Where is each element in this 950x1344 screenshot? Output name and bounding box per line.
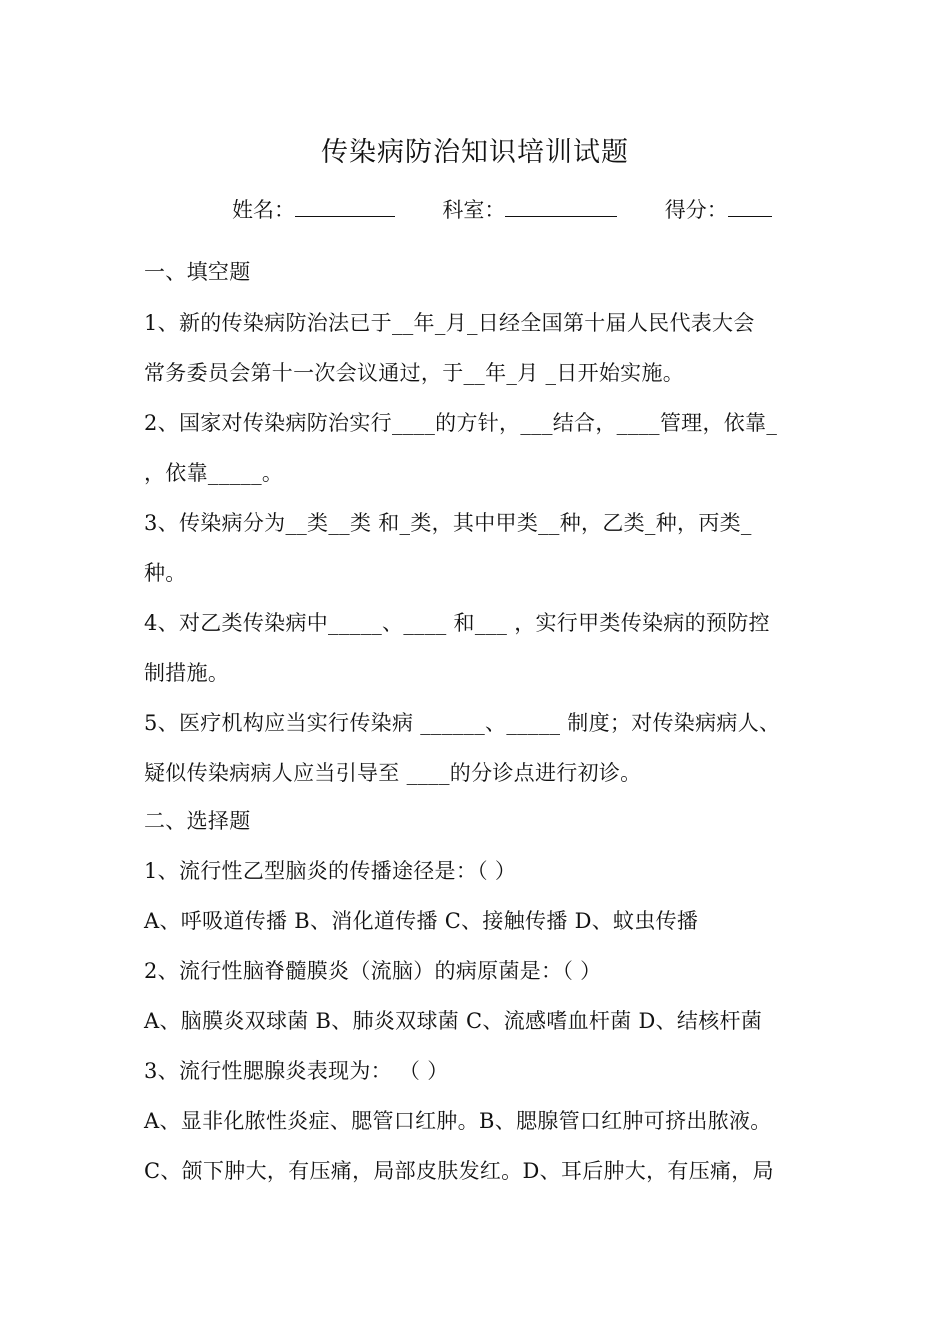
question-line: 1、新的传染病防治法已于__年_月_日经全国第十届人民代表大会	[144, 311, 755, 335]
page-title: 传染病防治知识培训试题	[321, 137, 629, 168]
question-line: 2、国家对传染病防治实行____的方针，___结合，____管理，依靠_	[144, 411, 778, 435]
score-blank	[728, 196, 772, 217]
department-blank	[505, 196, 617, 217]
question-line: 2、流行性脑脊髓膜炎（流脑）的病原菌是：（ ）	[144, 959, 602, 983]
question-line: 疑似传染病病人应当引导至 ____的分诊点进行初诊。	[144, 761, 642, 785]
answer-options: A、脑膜炎双球菌 B、肺炎双球菌 C、流感嗜血杆菌 D、结核杆菌	[144, 1009, 763, 1033]
question-line: 3、流行性腮腺炎表现为： （ ）	[144, 1059, 449, 1083]
question-line: 4、对乙类传染病中_____、____ 和___ ，实行甲类传染病的预防控	[144, 611, 770, 635]
student-info-row	[232, 194, 772, 224]
section-heading-fill-in: 一、填空题	[144, 260, 251, 284]
question-line: 5、医疗机构应当实行传染病 ______、_____ 制度；对传染病病人、	[144, 711, 781, 735]
question-line: 种。	[144, 561, 187, 585]
section-heading-multiple-choice: 二、选择题	[144, 809, 251, 833]
question-line: 3、传染病分为__类__类 和_类，其中甲类__种，乙类_种，丙类_	[144, 511, 752, 535]
question-line: ，依靠_____。	[144, 461, 284, 485]
name-blank	[295, 196, 395, 217]
answer-options: C、颌下肿大，有压痛，局部皮肤发红。D、耳后肿大，有压痛，局	[144, 1159, 774, 1183]
question-line: 常务委员会第十一次会议通过，于__年_月 _日开始实施。	[144, 361, 685, 385]
answer-options: A、显非化脓性炎症、腮管口红肿。B、腮腺管口红肿可挤出脓液。	[144, 1109, 772, 1133]
name-label: 姓名：	[232, 198, 295, 222]
department-label: 科室：	[442, 198, 506, 222]
question-line: 1、流行性乙型脑炎的传播途径是：（ ）	[144, 859, 517, 883]
score-label: 得分：	[664, 198, 728, 222]
question-line: 制措施。	[144, 661, 230, 685]
answer-options: A、呼吸道传播 B、消化道传播 C、接触传播 D、蚊虫传播	[144, 909, 699, 933]
